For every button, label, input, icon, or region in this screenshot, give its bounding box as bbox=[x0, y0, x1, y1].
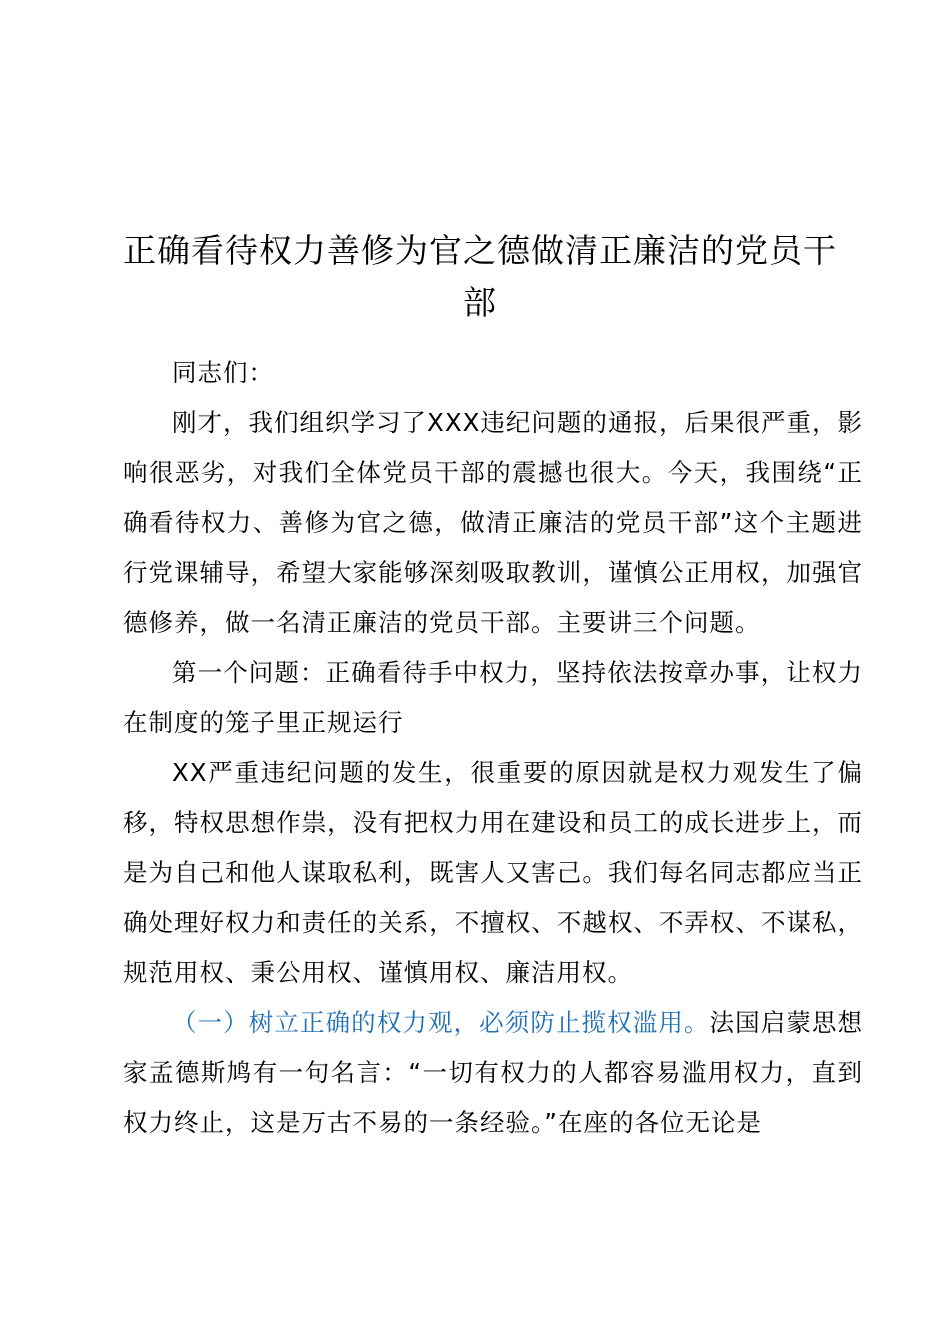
section-one-paragraph: XX严重违纪问题的发生，很重要的原因就是权力观发生了偏移，特权思想作祟，没有把权力用在建设和员工的成长进步上，而是为自己和他人谋取私利，既害人又害己。我们每名同志都应当正确处理好权力和责任的关系，不擅权、不越权、不弄权、不谋私，规范用权、秉公用权、谨慎用权、廉洁用权。 bbox=[123, 758, 863, 987]
section-one-heading: 第一个问题：正确看待手中权力，坚持依法按章办事，让权力在制度的笼子里正规运行 bbox=[123, 658, 863, 737]
intro-paragraph: 刚才，我们组织学习了XXX违纪问题的通报，后果很严重，影响很恶劣，对我们全体党员干部的震撼也很大。今天，我围绕“正确看待权力、善修为官之德，做清正廉洁的党员干部”这个主题进行党课辅导，希望大家能够深刻吸取教训，谨慎公正用权，加强官德修养，做一名清正廉洁的党员干部。主要讲三个问题。 bbox=[123, 408, 863, 637]
salutation-paragraph: 同志们： bbox=[172, 358, 274, 387]
document-title: 正确看待权力善修为官之德做清正廉洁的党员干部 bbox=[123, 231, 837, 322]
subsection-paragraph bbox=[123, 998, 863, 1148]
subsection-heading: （一）树立正确的权力观，必须防止揽权滥用。 bbox=[172, 1008, 710, 1037]
subsection-text: 法国启蒙思想家孟德斯鸠有一句名言：“一切有权力的人都容易滥用权力，直到权力终止，这是万古不易的一条经验。”在座的各位无论是 bbox=[123, 1008, 864, 1137]
document-body bbox=[123, 348, 863, 1148]
